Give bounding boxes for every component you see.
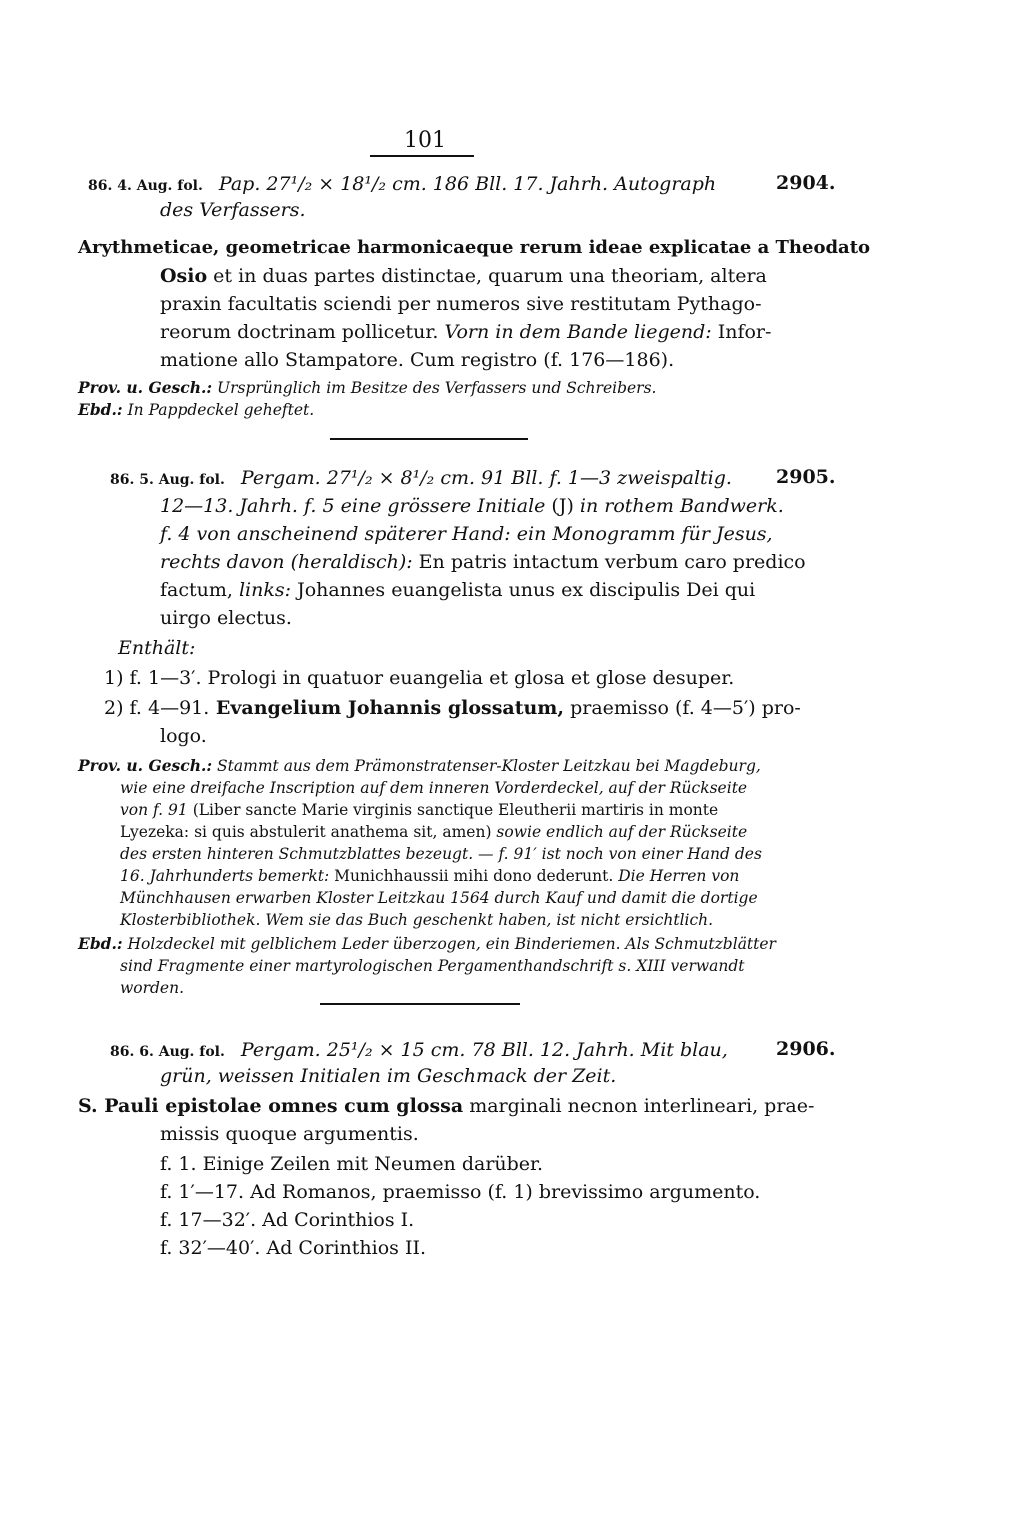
provenance-label: Prov. u. Gesch.: <box>78 756 213 775</box>
provenance-line <box>120 822 747 842</box>
provenance-text: (Liber sancte Marie virginis sanctique Eleutherii martiris in monte <box>187 801 719 819</box>
desc-text: links: <box>232 579 292 601</box>
folio-item: f. 1. Einige Zeilen mit Neumen darüber. <box>160 1153 544 1175</box>
entry-title-line: praxin facultatis sciendi per numeros sive restitutam Pythago- <box>160 293 762 315</box>
physical-description: Pergam. 27¹/₂ × 8¹/₂ cm. 91 Bll. f. 1—3 zweispaltig. <box>240 467 732 489</box>
contents-item <box>104 696 801 720</box>
entry-title <box>78 1094 814 1118</box>
entry-title-line <box>160 320 771 344</box>
binding-label: Ebd.: <box>78 400 123 419</box>
desc-text: factum, <box>160 579 233 601</box>
physical-description: Pap. 27¹/₂ × 18¹/₂ cm. 186 Bll. 17. Jahrh. Autograph <box>218 173 717 195</box>
page-number-rule <box>370 155 474 157</box>
item-title: Evangelium Johannis glossatum, <box>209 697 565 719</box>
entry-title: Arythmeticae, geometricae harmonicaeque rerum ideae explicatae a Theodato <box>78 237 871 258</box>
provenance-line: wie eine dreifache Inscription auf dem inneren Vorderdeckel, auf der Rückseite <box>120 779 748 797</box>
entry-number: 2905. <box>776 466 836 488</box>
contents-item: 1) f. 1—3′. Prologi in quatuor euangelia et glosa et glose desuper. <box>104 667 735 689</box>
provenance-text: von f. 91 <box>120 801 188 819</box>
physical-description-cont: des Verfassers. <box>160 199 306 221</box>
provenance-text: Munichhaussii mihi dono dederunt. <box>329 867 614 885</box>
shelfmark: 86. 4. Aug. fol. <box>88 178 203 194</box>
title-text: marginali necnon interlineari, prae- <box>463 1095 815 1117</box>
entry-title-line: missis quoque argumentis. <box>160 1123 419 1145</box>
provenance-text: Lyezeka: si quis abstulerit anathema sit, amen) <box>120 823 492 841</box>
contents-label: Enthält: <box>118 637 196 659</box>
folio-item: f. 32′—40′. Ad Corinthios II. <box>160 1237 427 1259</box>
binding <box>78 934 776 954</box>
physical-description-cont <box>160 550 806 574</box>
binding <box>78 400 314 420</box>
shelfmark: 86. 6. Aug. fol. <box>110 1044 225 1060</box>
physical-description-cont: f. 4 von anscheinend späterer Hand: ein Monogramm für Jesus, <box>160 523 773 545</box>
title-text: et in duas partes distinctae, quarum una theoriam, altera <box>207 265 767 287</box>
title-bold: S. Pauli epistolae omnes cum glossa <box>78 1095 464 1117</box>
title-bold: Osio <box>160 265 208 287</box>
physical-description-cont <box>160 578 755 602</box>
provenance-line: Klosterbibliothek. Wem sie das Buch geschenkt haben, ist nicht ersichtlich. <box>120 911 714 929</box>
separator-rule <box>320 1003 520 1005</box>
desc-text: Johannes euangelista unus ex discipulis Dei qui <box>291 579 756 601</box>
entry-number: 2904. <box>776 172 836 194</box>
folio-item: f. 1′—17. Ad Romanos, praemisso (f. 1) brevissimo argumento. <box>160 1181 761 1203</box>
binding-label: Ebd.: <box>78 934 123 953</box>
physical-description-cont: uirgo electus. <box>160 607 292 629</box>
desc-text: (J) <box>545 495 580 517</box>
shelfmark: 86. 5. Aug. fol. <box>110 472 225 488</box>
provenance-text: sowie endlich auf der Rückseite <box>491 823 748 841</box>
title-text: Infor- <box>711 321 772 343</box>
entry-header <box>88 172 716 198</box>
provenance-line: Münchhausen erwarben Kloster Leitzkau 1564 durch Kauf und damit die dortige <box>120 889 758 907</box>
provenance-text: Ursprünglich im Besitze des Verfassers und Schreibers. <box>212 379 657 397</box>
item-text: praemisso (f. 4—5′) pro- <box>564 697 801 719</box>
title-note: Vorn in dem Bande liegend: <box>438 321 712 343</box>
provenance <box>78 756 761 776</box>
physical-description: Pergam. 25¹/₂ × 15 cm. 78 Bll. 12. Jahrh. Mit blau, <box>240 1039 728 1061</box>
provenance-label: Prov. u. Gesch.: <box>78 378 213 397</box>
provenance-text: 16. Jahrhunderts bemerkt: <box>120 867 330 885</box>
physical-description-cont <box>160 494 784 518</box>
entry-header <box>110 466 732 492</box>
desc-text: in rothem Bandwerk. <box>579 495 784 517</box>
item-text: 2) f. 4—91. <box>104 697 210 719</box>
entry-header <box>110 1038 728 1064</box>
entry-title-line: matione allo Stampatore. Cum registro (f. 176—186). <box>160 349 675 371</box>
binding-line: worden. <box>120 979 185 997</box>
provenance <box>78 378 656 398</box>
provenance-text: Die Herren von <box>613 867 740 885</box>
provenance-text: Stammt aus dem Prämonstratenser-Kloster Leitzkau bei Magdeburg, <box>212 757 761 775</box>
provenance-line: des ersten hinteren Schmutzblattes bezeugt. — f. 91′ ist noch von einer Hand des <box>120 845 762 863</box>
entry-number: 2906. <box>776 1038 836 1060</box>
desc-text: En patris intactum verbum caro predico <box>412 551 806 573</box>
desc-text: 12—13. Jahrh. f. 5 eine grössere Initiale <box>160 495 546 517</box>
binding-text: In Pappdeckel geheftet. <box>122 401 315 419</box>
title-text: reorum doctrinam pollicetur. <box>160 321 439 343</box>
provenance-line <box>120 866 739 886</box>
binding-line: sind Fragmente einer martyrologischen Pergamenthandschrift s. XIII verwandt <box>120 957 745 975</box>
binding-text: Holzdeckel mit gelblichem Leder überzogen, ein Binderiemen. Als Schmutzblätter <box>122 935 776 953</box>
desc-text: rechts davon (heraldisch): <box>160 551 413 573</box>
separator-rule <box>330 438 528 440</box>
provenance-line <box>120 800 718 820</box>
physical-description-cont: grün, weissen Initialen im Geschmack der Zeit. <box>160 1065 617 1087</box>
entry-title-line <box>160 264 767 288</box>
page-number: 101 <box>404 128 446 153</box>
folio-item: f. 17—32′. Ad Corinthios I. <box>160 1209 415 1231</box>
contents-item-cont: logo. <box>160 725 207 747</box>
